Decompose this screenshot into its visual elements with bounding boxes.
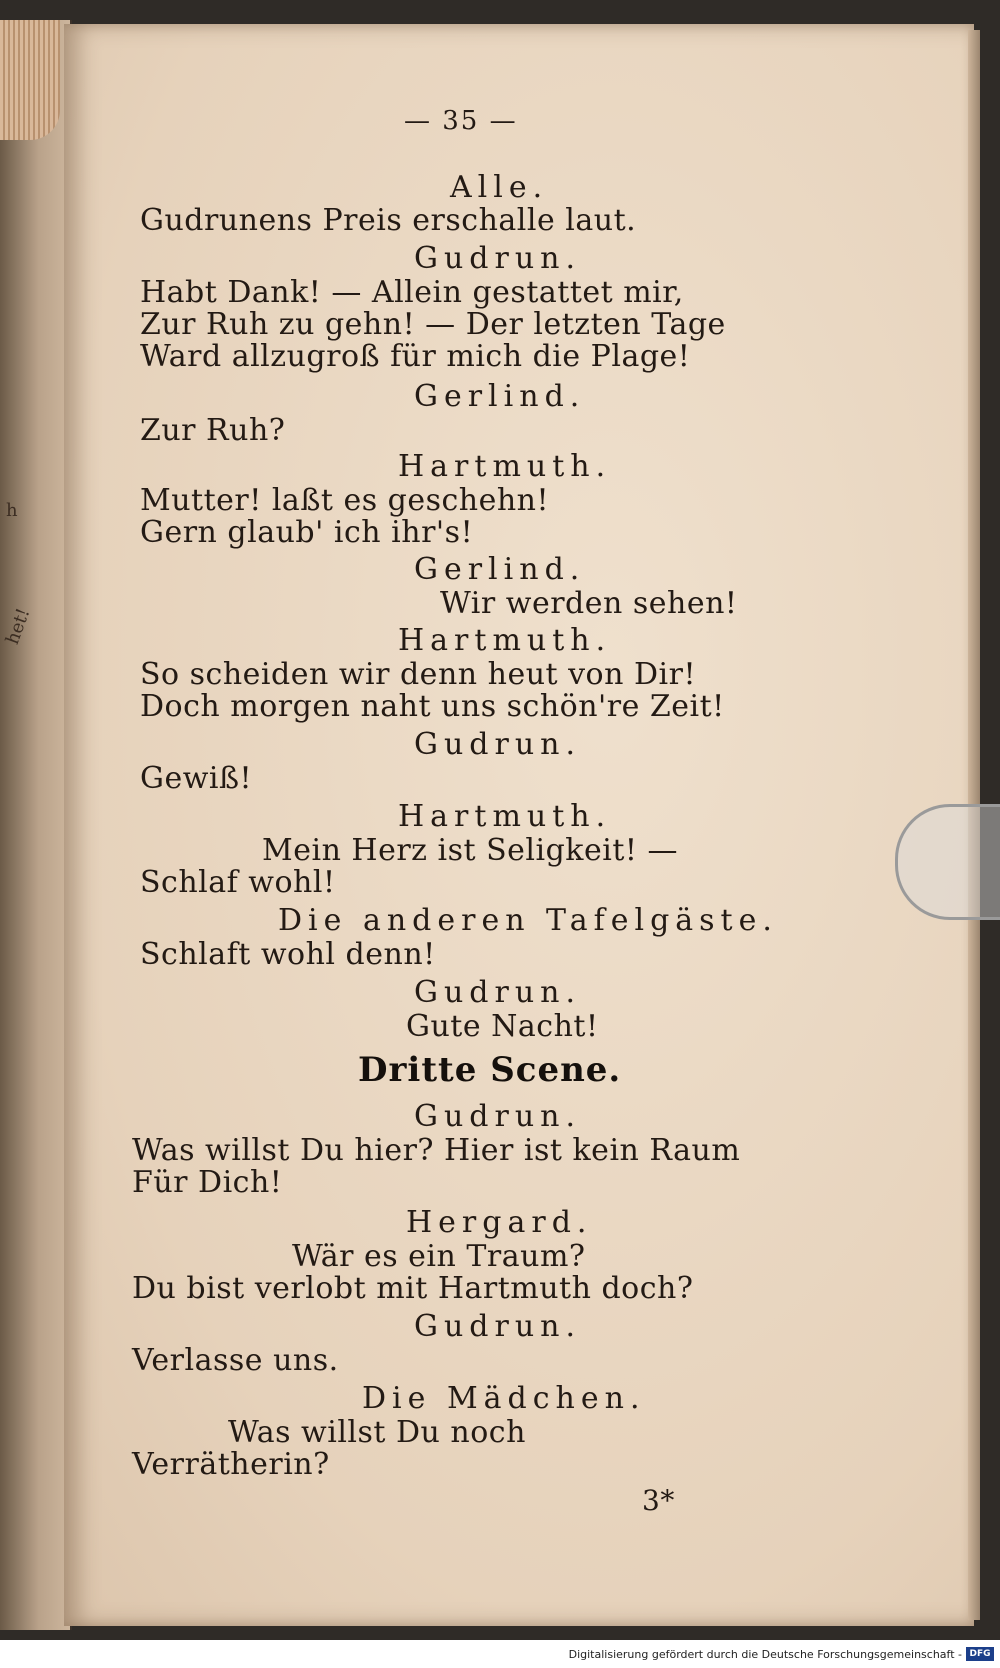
speaker-line: Hartmuth.: [398, 623, 612, 658]
speaker-line: Alle.: [450, 170, 549, 205]
signature-mark: 3*: [642, 1484, 675, 1517]
page-number: — 35 —: [404, 106, 518, 136]
speaker-line: Hartmuth.: [398, 449, 612, 484]
speaker-line: Hergard.: [406, 1205, 593, 1240]
verse-line: Wir werden sehen!: [440, 586, 738, 621]
speaker-line: Gudrun.: [414, 1309, 582, 1344]
scene-title: Dritte Scene.: [358, 1050, 622, 1090]
verse-line: Wär es ein Traum?: [292, 1239, 586, 1274]
verse-line: Gewiß!: [140, 761, 253, 796]
verse-line: Was willst Du hier? Hier ist kein Raum: [132, 1133, 741, 1168]
verse-line: Verlasse uns.: [132, 1343, 339, 1378]
speaker-line: Gudrun.: [414, 1099, 582, 1134]
verse-line: Gute Nacht!: [406, 1009, 599, 1044]
left-margin-fragment: h: [6, 500, 18, 521]
dfg-logo: DFG: [966, 1647, 994, 1661]
page-edges: [0, 20, 60, 140]
speaker-line: Gerlind.: [414, 552, 586, 587]
verse-line: Gern glaub' ich ihr's!: [140, 515, 474, 550]
verse-line: Doch morgen naht uns schön're Zeit!: [140, 689, 725, 724]
speaker-line: Hartmuth.: [398, 799, 612, 834]
left-page: [0, 20, 72, 1630]
left-margin-fragment: het!: [2, 605, 35, 648]
speaker-line: Die Mädchen.: [362, 1381, 646, 1416]
verse-line: Mutter! laßt es geschehn!: [140, 483, 550, 518]
verse-line: Zur Ruh?: [140, 413, 286, 448]
verse-line: Mein Herz ist Seligkeit! —: [262, 833, 678, 868]
verse-line: Du bist verlobt mit Hartmuth doch?: [132, 1271, 694, 1306]
verse-line: Schlaft wohl denn!: [140, 937, 436, 972]
footer-credit: Digitalisierung gefördert durch die Deutsche Forschungsgemeinschaft -: [568, 1648, 962, 1661]
verse-line: Für Dich!: [132, 1165, 283, 1200]
verse-line: Zur Ruh zu gehn! — Der letzten Tage: [140, 307, 726, 342]
verse-line: Was willst Du noch: [228, 1415, 526, 1450]
verse-line: So scheiden wir denn heut von Dir!: [140, 657, 697, 692]
speaker-line: Gudrun.: [414, 727, 582, 762]
page-clip: [895, 804, 1000, 920]
speaker-line: Gudrun.: [414, 975, 582, 1010]
speaker-line: Gerlind.: [414, 379, 586, 414]
verse-line: Ward allzugroß für mich die Plage!: [140, 339, 691, 374]
speaker-line: Gudrun.: [414, 241, 582, 276]
verse-line: Gudrunens Preis erschalle laut.: [140, 203, 637, 238]
speaker-line: Die anderen Tafelgäste.: [278, 903, 778, 938]
verse-line: Verrätherin?: [132, 1447, 330, 1482]
verse-line: Habt Dank! — Allein gestattet mir,: [140, 275, 684, 310]
verse-line: Schlaf wohl!: [140, 865, 336, 900]
